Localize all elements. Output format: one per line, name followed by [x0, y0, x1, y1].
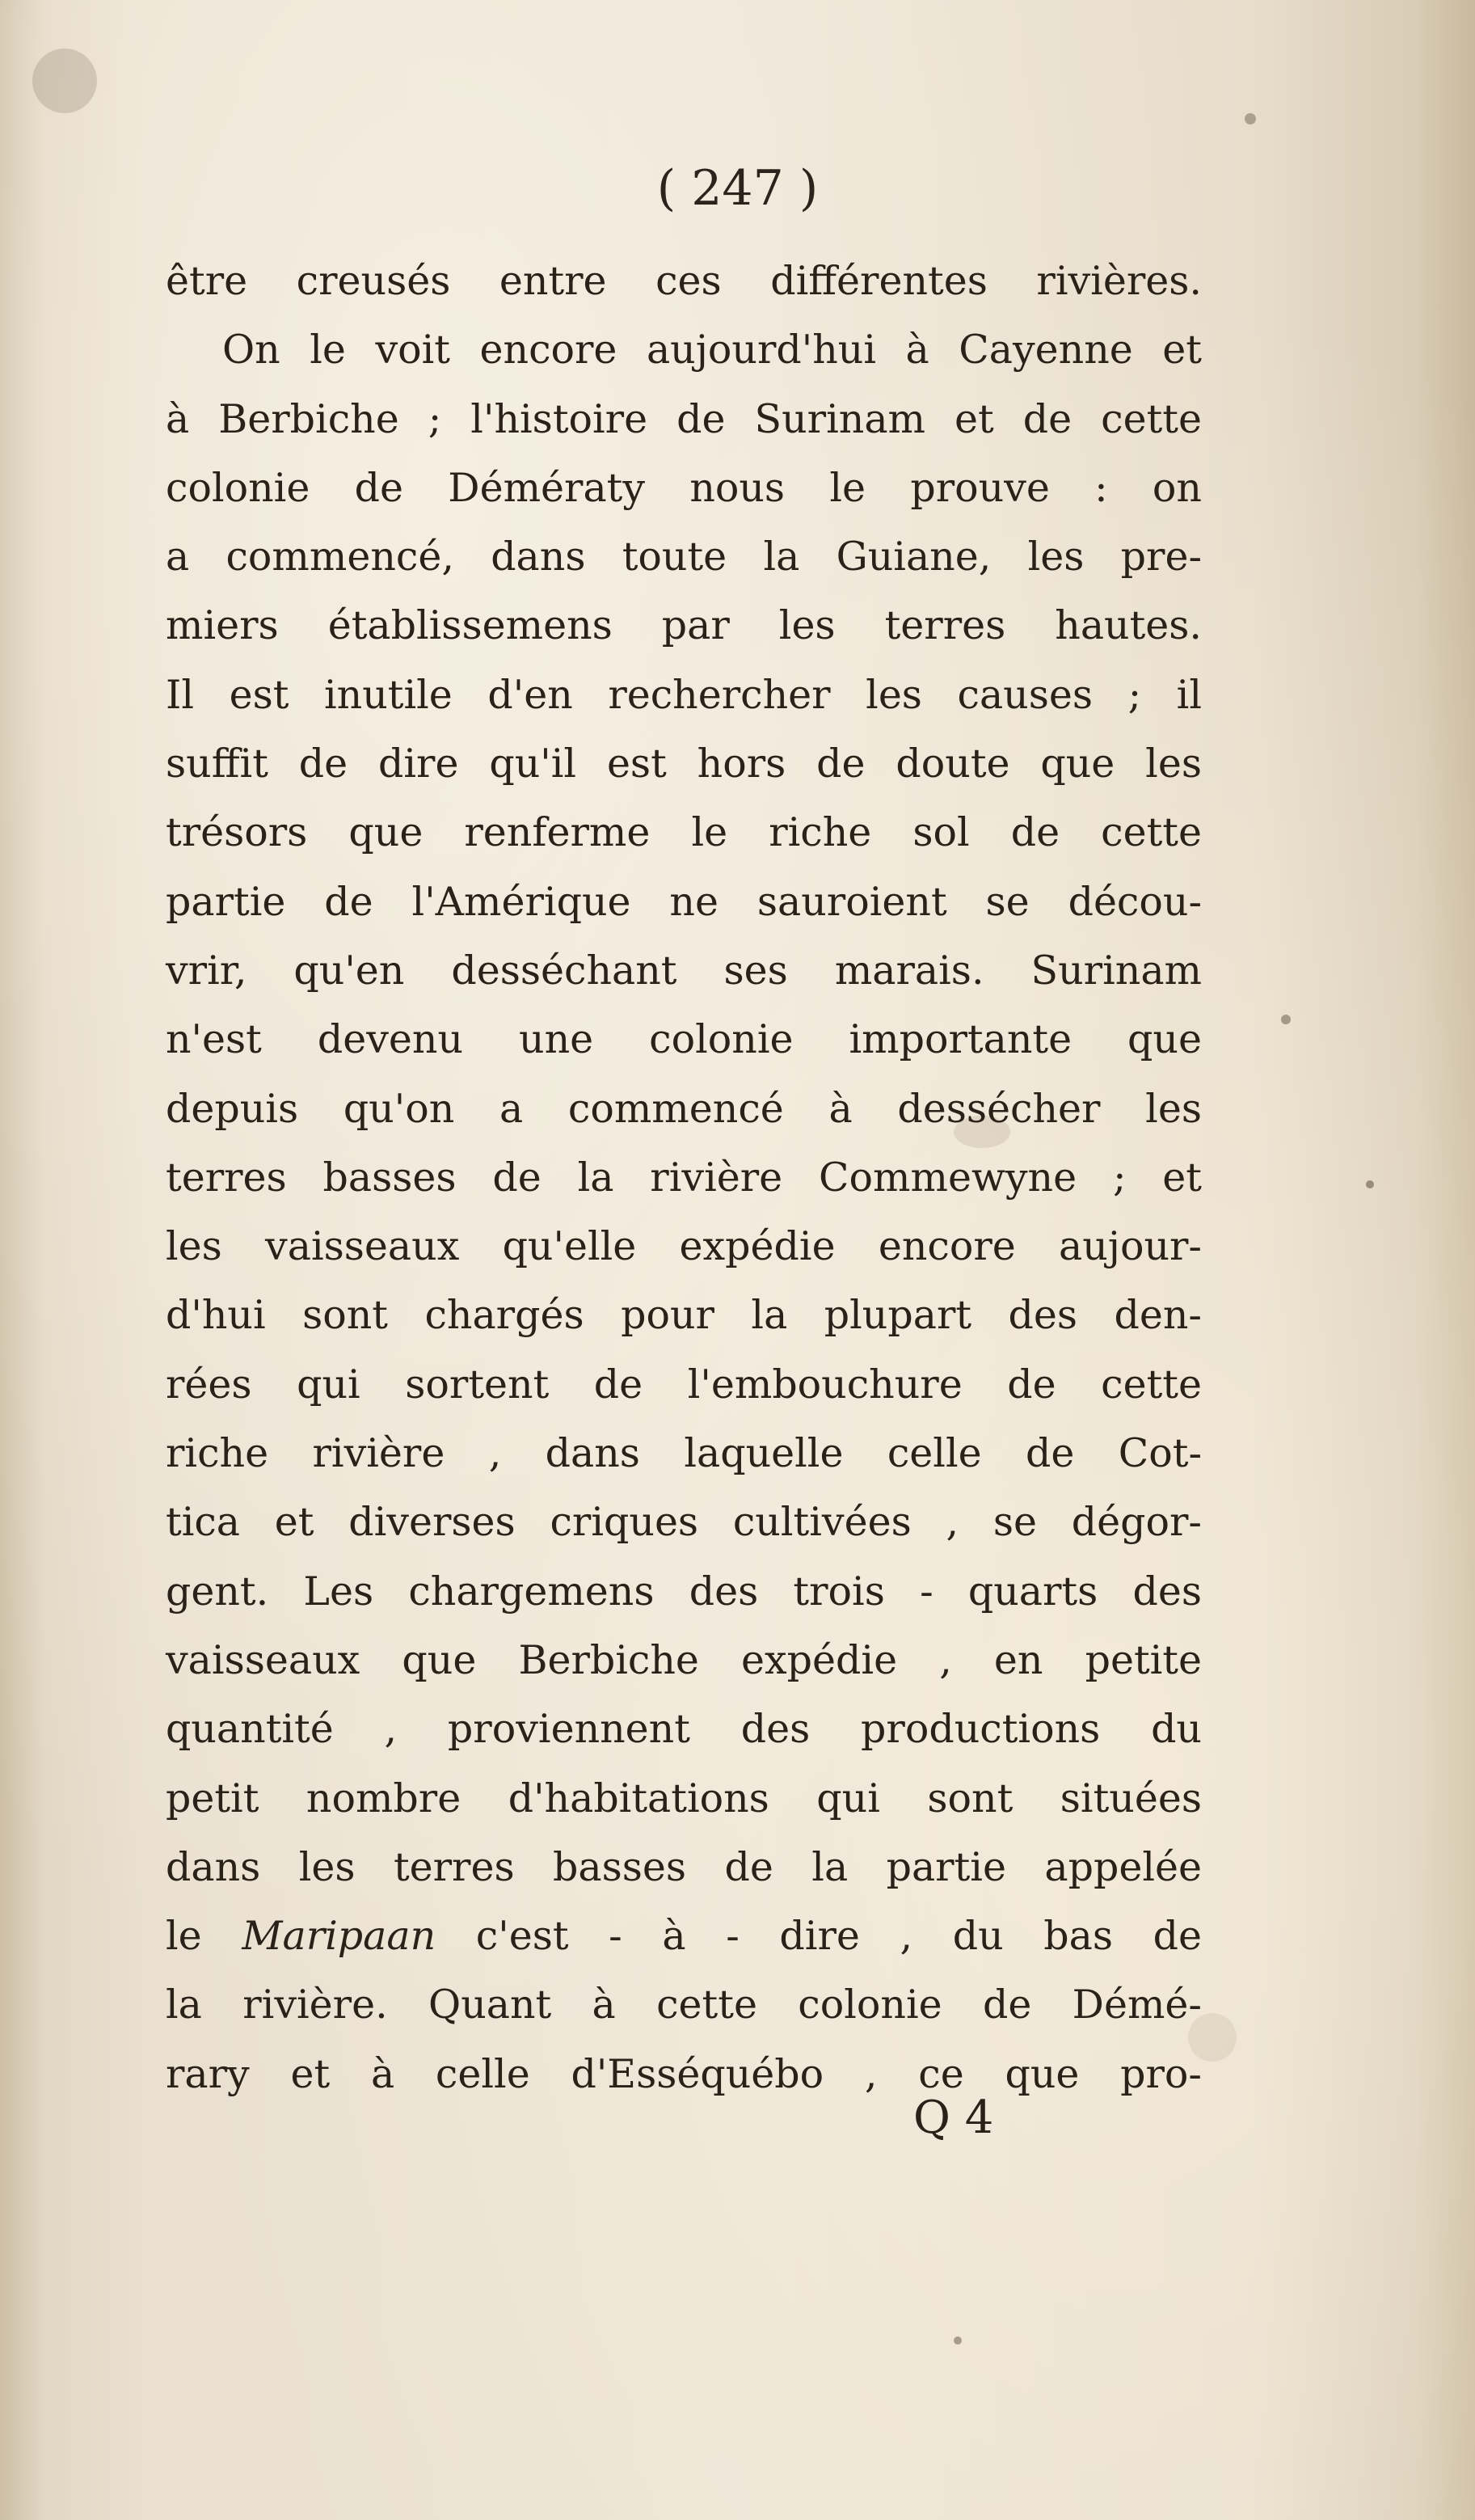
text-line: rary et à celle d'Esséquébo , ce que pro-	[166, 2050, 1202, 2097]
signature-catchword: Q 4	[913, 2092, 994, 2144]
body-text	[166, 247, 1202, 2108]
text-line: colonie de Démératy nous le prouve : on	[166, 464, 1202, 511]
paper-speck	[1245, 113, 1256, 125]
text-line: vrir, qu'en desséchant ses marais. Surinam	[166, 947, 1202, 994]
italic-term: Maripaan	[242, 1913, 436, 1960]
paper-stain	[32, 49, 97, 113]
text-line: On le voit encore aujourd'hui à Cayenne et	[222, 327, 1202, 374]
text-line: Il est inutile d'en rechercher les causes ; il	[166, 671, 1202, 718]
text-segment: c'est - à - dire , du bas de	[475, 1913, 1203, 1960]
text-line: petit nombre d'habitations qui sont situées	[166, 1775, 1202, 1821]
text-line: partie de l'Amérique ne sauroient se décou-	[166, 878, 1202, 925]
text-line: gent. Les chargemens des trois - quarts des	[166, 1568, 1202, 1615]
text-segment: le	[166, 1913, 202, 1960]
paper-speck	[1366, 1180, 1374, 1188]
text-line: d'hui sont chargés pour la plupart des den-	[166, 1292, 1202, 1339]
text-line: miers établissemens par les terres hautes.	[166, 602, 1202, 649]
paper-speck	[954, 2336, 962, 2345]
text-line: les vaisseaux qu'elle expédie encore aujour-	[166, 1223, 1202, 1270]
text-line: tica et diverses criques cultivées , se dégor-	[166, 1499, 1202, 1546]
text-line: suffit de dire qu'il est hors de doute que les	[166, 741, 1202, 787]
text-line: vaisseaux que Berbiche expédie , en petite	[166, 1636, 1202, 1683]
text-line: la rivière. Quant à cette colonie de Démé-	[166, 1982, 1202, 2028]
text-line: riche rivière , dans laquelle celle de Cot-	[166, 1430, 1202, 1477]
text-line-with-italic	[166, 1902, 1202, 1970]
text-line: a commencé, dans toute la Guiane, les pre-	[166, 534, 1202, 580]
page-number-header: ( 247 )	[656, 160, 819, 217]
text-line: être creusés entre ces différentes rivières.	[166, 258, 1202, 304]
text-line: quantité , proviennent des productions du	[166, 1706, 1202, 1753]
text-line: trésors que renferme le riche sol de cette	[166, 809, 1202, 856]
text-line: terres basses de la rivière Commewyne ; et	[166, 1154, 1202, 1201]
text-line: n'est devenu une colonie importante que	[166, 1016, 1202, 1063]
text-line: dans les terres basses de la partie appelée	[166, 1843, 1202, 1890]
text-line: à Berbiche ; l'histoire de Surinam et de cette	[166, 395, 1202, 442]
text-line: depuis qu'on a commencé à dessécher les	[166, 1085, 1202, 1132]
text-line: rées qui sortent de l'embouchure de cette	[166, 1361, 1202, 1408]
paper-speck	[1281, 1015, 1291, 1024]
